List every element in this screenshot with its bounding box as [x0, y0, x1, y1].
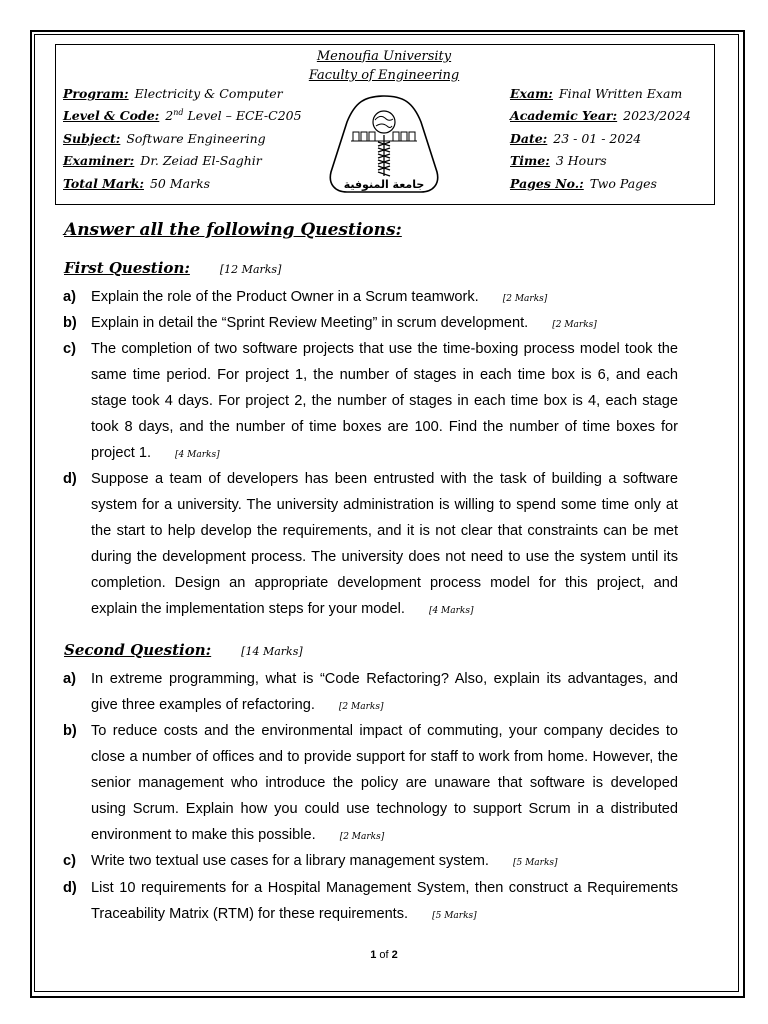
subject-label: Subject: — [63, 131, 121, 146]
q2-item-b — [63, 718, 678, 850]
item-letter: b) — [63, 723, 77, 739]
total-mark-value: 50 Marks — [149, 176, 211, 191]
examiner-value: Dr. Zeiad El-Saghir — [140, 153, 262, 168]
q2-item-d — [63, 875, 678, 929]
faculty-name: Faculty of Engineering — [308, 68, 460, 83]
level-code: Level – ECE-C205 — [183, 108, 302, 124]
first-question-title: First Question: — [64, 259, 190, 277]
item-letter: a) — [63, 671, 76, 687]
exam-value: Final Written Exam — [558, 86, 683, 101]
second-question-marks: [14 Marks] — [241, 645, 303, 658]
item-mark: [4 Marks] — [175, 450, 220, 460]
exam-label: Exam: — [510, 86, 553, 101]
time-value: 3 Hours — [555, 153, 607, 168]
q1-item-d — [63, 466, 678, 624]
header-examiner — [63, 153, 262, 168]
first-question-marks: [12 Marks] — [219, 263, 282, 276]
item-letter: d) — [63, 880, 77, 896]
second-question-heading — [64, 641, 303, 659]
second-question-title: Second Question: — [64, 641, 212, 659]
date-value: 23 - 01 - 2024 — [553, 131, 642, 146]
level-code-value — [165, 108, 301, 123]
item-text: Explain in detail the “Sprint Review Meeting” in scrum development. — [91, 315, 529, 331]
item-letter: b) — [63, 315, 77, 331]
item-letter: c) — [63, 341, 76, 357]
item-mark: [2 Marks] — [502, 294, 548, 304]
item-mark: [5 Marks] — [432, 911, 477, 921]
pages-label: Pages No.: — [510, 176, 584, 191]
level-code-label: Level & Code: — [63, 108, 160, 124]
item-mark: [4 Marks] — [428, 606, 474, 616]
item-letter: c) — [63, 853, 76, 869]
header-pages — [510, 176, 657, 191]
item-letter: a) — [63, 289, 76, 305]
page-of: of — [379, 949, 389, 961]
item-mark: [2 Marks] — [338, 702, 384, 712]
header-level-code — [63, 108, 302, 123]
total-mark-label: Total Mark: — [63, 176, 144, 191]
item-text: To reduce costs and the environmental impact of commuting, your company decides to close a number of offices and to provide support for staff to work from home. However, the senior management who introduce the policy are unaware that software is developed using Scrum. Explain how you could use technology to support Scrum in a distributed environment to make this possible. — [91, 723, 678, 843]
header-academic-year — [510, 108, 691, 123]
academic-year-label: Academic Year: — [510, 108, 618, 123]
header-total-mark — [63, 176, 210, 191]
page-total: 2 — [391, 949, 398, 961]
university-logo — [325, 92, 443, 198]
logo-arabic-text: جامعة المنوفية — [343, 178, 425, 191]
item-text: Suppose a team of developers has been entrusted with the task of building a software system for a university. The university administration is willing to spend some time only at the start to help develop the requirements, and it is not clear that constraints can be met during the development process. The university does not need to use the system until its completion. Design an appropriate development process model for this project, and explain the implementation steps for your model. — [91, 471, 678, 617]
item-letter: d) — [63, 471, 77, 487]
time-label: Time: — [510, 153, 550, 168]
item-mark: [5 Marks] — [512, 858, 558, 868]
header-subject — [63, 131, 266, 146]
item-text: List 10 requirements for a Hospital Management System, then construct a Requirements Traceability Matrix (RTM) for these requirements. — [91, 880, 678, 922]
q1-item-c — [63, 336, 678, 468]
date-label: Date: — [510, 131, 548, 146]
item-text: Write two textual use cases for a library management system. — [91, 853, 489, 869]
subject-value: Software Engineering — [126, 131, 266, 146]
header-program — [63, 86, 283, 101]
first-question-heading — [64, 259, 281, 277]
level-suffix: nd — [173, 108, 184, 117]
q2-item-c — [63, 848, 678, 876]
pages-value: Two Pages — [589, 176, 657, 191]
program-value: Electricity & Computer — [134, 86, 283, 101]
university-name: Menoufia University — [316, 49, 452, 64]
header-date — [510, 131, 641, 146]
header-time — [510, 153, 607, 168]
q1-item-b — [63, 310, 678, 338]
item-mark: [2 Marks] — [552, 320, 597, 330]
item-text: Explain the role of the Product Owner in a Scrum teamwork. — [91, 289, 479, 305]
academic-year-value: 2023/2024 — [623, 108, 691, 123]
item-mark: [2 Marks] — [339, 832, 385, 842]
item-text: The completion of two software projects that use the time-boxing process model took the same time period. For project 1, the number of stages in each time box is 6, and each stage took 4 days. For project 2, the number of stages in each time box is 4, each stage took 8 days, and the number of time boxes are 100. Find the number of time boxes for project 1. — [91, 341, 678, 461]
page-number — [0, 949, 768, 961]
q1-item-a — [63, 284, 678, 312]
level-number: 2 — [165, 108, 174, 124]
instructions-title: Answer all the following Questions: — [64, 220, 402, 240]
item-text: In extreme programming, what is “Code Refactoring? Also, explain its advantages, and give three examples of refactoring. — [91, 671, 678, 713]
q2-item-a — [63, 666, 678, 720]
program-label: Program: — [63, 86, 129, 101]
page-current: 1 — [370, 949, 377, 961]
header-exam — [510, 86, 682, 101]
examiner-label: Examiner: — [63, 153, 135, 168]
